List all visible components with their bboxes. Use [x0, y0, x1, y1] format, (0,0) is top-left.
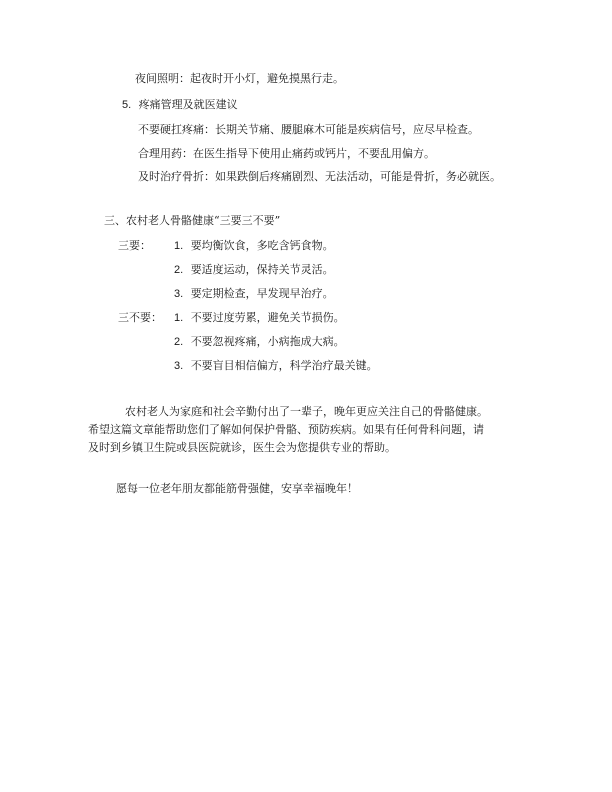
item-number: 1. — [174, 312, 184, 324]
night-light-tip: 夜间照明：起夜时开小灯，避免摸黑行走。 — [135, 72, 344, 85]
item-text: 要适度运动，保持关节灵活。 — [190, 263, 334, 276]
yao-label: 三要： — [118, 239, 151, 252]
item-number: 2. — [174, 336, 184, 348]
section3-heading: 三、农村老人骨骼健康“三要三不要” — [104, 214, 281, 227]
closing-paragraph — [88, 403, 530, 457]
item5-heading — [122, 98, 238, 112]
list-item — [174, 263, 334, 277]
closing-line-3: 及时到乡镇卫生院或县医院就诊，医生会为您提供专业的帮助。 — [88, 441, 396, 454]
closing-line-1: 农村老人为家庭和社会辛勤付出了一辈子，晚年更应关注自己的骨骼健康。 — [125, 405, 488, 418]
item5-number: 5. — [122, 99, 132, 111]
item-number: 1. — [174, 240, 184, 252]
item-text: 要定期检查，早发现早治疗。 — [190, 287, 334, 300]
item-number: 3. — [174, 360, 184, 372]
item-text: 不要盲目相信偏方，科学治疗最关键。 — [190, 359, 378, 372]
list-item — [174, 239, 334, 253]
pain-tip-3: 及时治疗骨折：如果跌倒后疼痛剧烈、无法活动，可能是骨折，务必就医。 — [138, 170, 501, 183]
pain-tip-2: 合理用药：在医生指导下使用止痛药或钙片，不要乱用偏方。 — [138, 147, 435, 160]
item-text: 不要忽视疼痛，小病拖成大病。 — [190, 335, 345, 348]
closing-line-2: 希望这篇文章能帮助您们了解如何保护骨骼、预防疾病。如果有任何骨科问题，请 — [88, 423, 484, 436]
list-item — [174, 335, 345, 349]
list-item — [174, 311, 345, 325]
item-number: 3. — [174, 288, 184, 300]
item-text: 要均衡饮食，多吃含钙食物。 — [190, 239, 334, 252]
buyao-label: 三不要： — [118, 311, 162, 324]
list-item — [174, 359, 378, 373]
list-item — [174, 287, 334, 301]
closing-wish: 愿每一位老年朋友都能筋骨强健，安享幸福晚年！ — [116, 482, 358, 495]
item5-title: 疼痛管理及就医建议 — [138, 98, 238, 111]
item-number: 2. — [174, 264, 184, 276]
item-text: 不要过度劳累，避免关节损伤。 — [190, 311, 345, 324]
pain-tip-1: 不要硬扛疼痛：长期关节痛、腰腿麻木可能是疾病信号，应尽早检查。 — [138, 123, 479, 136]
